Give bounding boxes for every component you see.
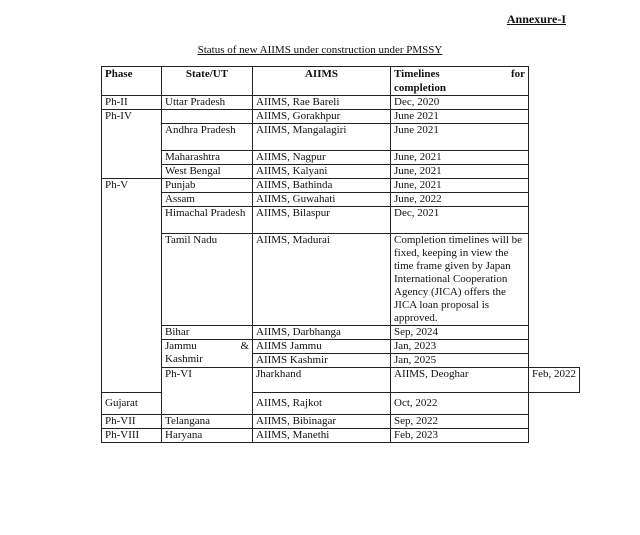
aiims-cell: AIIMS, Kalyani bbox=[253, 165, 391, 179]
aiims-cell: AIIMS, Deoghar bbox=[391, 368, 529, 393]
timeline-cell: Oct, 2022 bbox=[391, 393, 529, 415]
annexure-label: Annexure-I bbox=[506, 12, 566, 26]
table-row bbox=[102, 415, 580, 429]
timeline-cell: Sep, 2022 bbox=[391, 415, 529, 429]
timeline-cell: June, 2021 bbox=[391, 179, 529, 193]
table-row bbox=[102, 326, 580, 340]
aiims-cell: AIIMS, Guwahati bbox=[253, 193, 391, 207]
state-cell: Haryana bbox=[162, 429, 253, 443]
header-timeline-for: for bbox=[510, 68, 525, 80]
aiims-cell: AIIMS, Rajkot bbox=[253, 393, 391, 415]
aiims-cell: AIIMS, Darbhanga bbox=[253, 326, 391, 340]
timeline-cell: June, 2021 bbox=[391, 151, 529, 165]
state-cell: Tamil Nadu bbox=[162, 234, 253, 326]
aiims-cell: AIIMS, Manethi bbox=[253, 429, 391, 443]
header-aiims: AIIMS bbox=[253, 67, 391, 96]
state-cell: West Bengal bbox=[162, 165, 253, 179]
timeline-cell: Jan, 2023 bbox=[391, 340, 529, 354]
table-row bbox=[102, 179, 580, 193]
header-timeline bbox=[391, 67, 529, 96]
phase-cell: Ph-VII bbox=[102, 415, 162, 429]
header-phase: Phase bbox=[102, 67, 162, 96]
aiims-cell: AIIMS, Bibinagar bbox=[253, 415, 391, 429]
aiims-cell: AIIMS Jammu bbox=[253, 340, 391, 354]
state-cell: Bihar bbox=[162, 326, 253, 340]
aiims-cell: AIIMS, Madurai bbox=[253, 234, 391, 326]
timeline-cell: June 2021 bbox=[391, 124, 529, 151]
state-cell: Himachal Pradesh bbox=[162, 207, 253, 234]
state-cell bbox=[162, 340, 253, 368]
state-cell: Assam bbox=[162, 193, 253, 207]
timeline-cell: Completion timelines will be fixed, keeping in view the time frame given by Japan International Cooperation Agency (JICA) offers the JICA loan proposal is approved. bbox=[391, 234, 529, 326]
phase-cell: Ph-II bbox=[102, 96, 162, 110]
table-row bbox=[102, 124, 580, 151]
table-row bbox=[102, 96, 580, 110]
state-cell: Telangana bbox=[162, 415, 253, 429]
state-cell: Uttar Pradesh bbox=[162, 96, 253, 110]
phase-cell: Ph-VIII bbox=[102, 429, 162, 443]
phase-cell: Ph-V bbox=[102, 179, 162, 393]
state-kashmir: Kashmir bbox=[165, 353, 203, 365]
table-row bbox=[102, 110, 580, 124]
state-cell: Jharkhand bbox=[253, 368, 391, 393]
header-timeline-completion: completion bbox=[394, 82, 446, 94]
document-title: Status of new AIIMS under construction under PMSSY bbox=[197, 44, 443, 56]
table-row bbox=[102, 165, 580, 179]
table-row bbox=[102, 368, 580, 393]
state-ampersand: & bbox=[240, 340, 249, 352]
header-timeline-word: Timelines bbox=[394, 68, 440, 80]
aiims-cell: AIIMS, Bilaspur bbox=[253, 207, 391, 234]
table-row bbox=[102, 340, 580, 354]
timeline-cell: June, 2021 bbox=[391, 165, 529, 179]
timeline-cell: Feb, 2022 bbox=[529, 368, 580, 393]
state-cell bbox=[162, 110, 253, 124]
table-row bbox=[102, 429, 580, 443]
timeline-cell: Feb, 2023 bbox=[391, 429, 529, 443]
table-row bbox=[102, 193, 580, 207]
aiims-cell: AIIMS, Nagpur bbox=[253, 151, 391, 165]
table-row bbox=[102, 234, 580, 326]
aiims-cell: AIIMS Kashmir bbox=[253, 354, 391, 368]
aiims-cell: AIIMS, Gorakhpur bbox=[253, 110, 391, 124]
aiims-cell: AIIMS, Mangalagiri bbox=[253, 124, 391, 151]
table-row bbox=[102, 151, 580, 165]
timeline-cell: June 2021 bbox=[391, 110, 529, 124]
aiims-cell: AIIMS, Rae Bareli bbox=[253, 96, 391, 110]
phase-cell: Ph-IV bbox=[102, 110, 162, 179]
timeline-cell: Dec, 2021 bbox=[391, 207, 529, 234]
aiims-status-table bbox=[101, 66, 580, 443]
state-cell: Andhra Pradesh bbox=[162, 124, 253, 151]
header-row bbox=[102, 67, 580, 96]
header-state: State/UT bbox=[162, 67, 253, 96]
state-cell: Punjab bbox=[162, 179, 253, 193]
state-jammu: Jammu bbox=[165, 340, 197, 352]
phase-cell: Ph-VI bbox=[162, 368, 253, 415]
timeline-cell: June, 2022 bbox=[391, 193, 529, 207]
state-cell: Gujarat bbox=[102, 393, 162, 415]
table-row bbox=[102, 207, 580, 234]
timeline-cell: Sep, 2024 bbox=[391, 326, 529, 340]
timeline-cell: Jan, 2025 bbox=[391, 354, 529, 368]
aiims-cell: AIIMS, Bathinda bbox=[253, 179, 391, 193]
state-cell: Maharashtra bbox=[162, 151, 253, 165]
timeline-cell: Dec, 2020 bbox=[391, 96, 529, 110]
